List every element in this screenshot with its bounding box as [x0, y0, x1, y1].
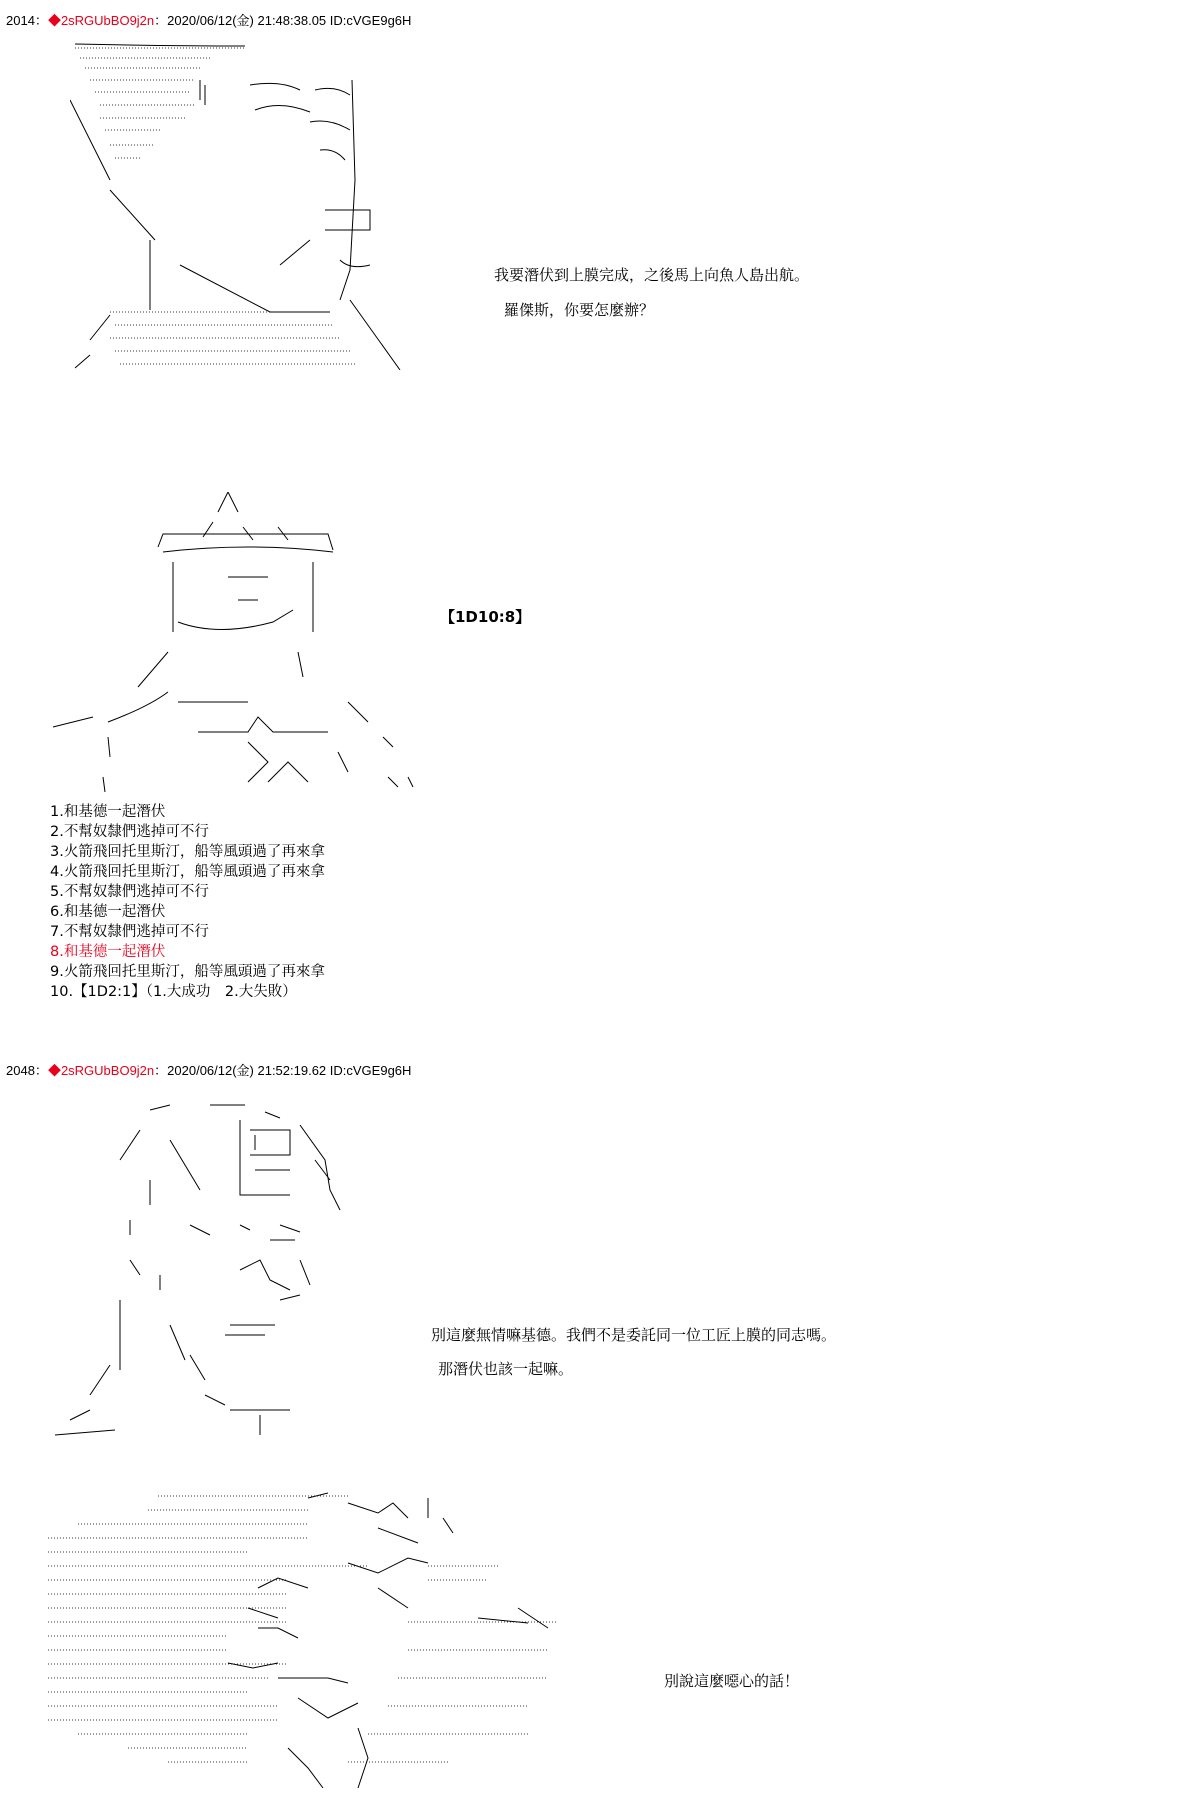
dialogue-line: 我要潛伏到上膜完成，之後馬上向魚人島出航。 [494, 266, 810, 284]
separator: ： [34, 13, 48, 28]
post-header [6, 1060, 411, 1079]
trip-code[interactable]: ◆2sRGUbBO9j2n [47, 13, 155, 28]
option-item: 3.火箭飛回托里斯汀，船等風頭過了再來拿 [50, 844, 325, 860]
post-number: 2014 [6, 13, 35, 28]
option-item: 7.不幫奴隸們逃掉可不行 [50, 924, 209, 940]
separator: ： [34, 1063, 48, 1078]
dialogue-line: 別這麼無情嘛基德。我們不是委託同一位工匠上膜的同志嗎。 [431, 1326, 837, 1344]
ascii-art-3 [50, 1100, 360, 1440]
ascii-art-1 [70, 40, 420, 370]
ascii-art-face-2 [48, 492, 418, 792]
ascii-art-4 [48, 1488, 568, 1788]
ascii-art-face-4 [48, 1488, 568, 1788]
option-item: 2.不幫奴隸們逃掉可不行 [50, 824, 209, 840]
option-item: 4.火箭飛回托里斯汀，船等風頭過了再來拿 [50, 864, 325, 880]
trip-code[interactable]: ◆2sRGUbBO9j2n [47, 1063, 155, 1078]
option-item: 6.和基德一起潛伏 [50, 904, 166, 920]
post-meta: ：2020/06/12(金) 21:48:38.05 ID:cVGE9g6H [154, 13, 412, 28]
option-item: 10.【1D2:1】（1.大成功 2.大失敗） [50, 984, 297, 1000]
post-number: 2048 [6, 1063, 35, 1078]
dialogue-line: 那潛伏也該一起嘛。 [438, 1360, 574, 1378]
ascii-art-face-1 [70, 40, 420, 370]
option-item: 5.不幫奴隸們逃掉可不行 [50, 884, 209, 900]
dice-roll: 【1D10:8】 [440, 608, 531, 626]
dialogue-line: 羅傑斯，你要怎麼辦？ [504, 301, 655, 319]
ascii-art-face-3 [50, 1100, 360, 1440]
option-item: 9.火箭飛回托里斯汀，船等風頭過了再來拿 [50, 964, 325, 980]
ascii-art-2 [48, 492, 418, 792]
post-header [6, 10, 411, 29]
option-item: 1.和基德一起潛伏 [50, 804, 166, 820]
dialogue-line: 別說這麼噁心的話！ [664, 1672, 800, 1690]
post-meta: ：2020/06/12(金) 21:52:19.62 ID:cVGE9g6H [154, 1063, 412, 1078]
option-list [50, 802, 325, 1002]
option-item-selected: 8.和基德一起潛伏 [50, 944, 166, 960]
